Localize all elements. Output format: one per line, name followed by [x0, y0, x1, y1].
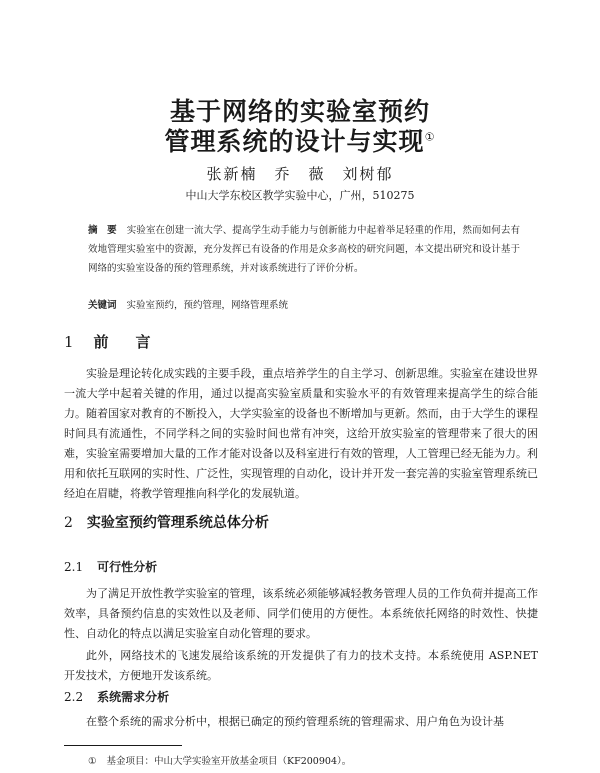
affiliation: 中山大学东校区教学实验中心，广州，510275 [185, 189, 415, 202]
section-2-title: 实验室预约管理系统总体分析 [86, 515, 269, 531]
abstract-label: 摘 要 [88, 225, 117, 236]
paper-title-line2 [0, 122, 600, 158]
abstract [88, 221, 520, 278]
title-footnote-mark[interactable]: ① [424, 130, 436, 144]
section-2-1-title: 可行性分析 [97, 560, 158, 574]
keywords-text: 实验室预约，预约管理，网络管理系统 [126, 300, 289, 311]
section-1-title: 前 言 [93, 333, 157, 351]
section-2-1-paragraph-1: 为了满足开放性教学实验室的管理，该系统必须能够减轻教务管理人员的工作负荷并提高工作效率，具备预约信息的实效性以及老师、同学们使用的方便性。本系统依托网络的时效性、快捷性、自动化的特点以满足实验室自动化管理的要求。 [64, 587, 538, 640]
footnote-mark: ① [88, 756, 97, 767]
section-2-1-paragraph-2: 此外，网络技术的飞速发展给该系统的开发提供了有力的技术支持。本系统使用 ASP.NET 开发技术，方便地开发该系统。 [64, 649, 538, 682]
section-2-2-heading [64, 688, 169, 705]
keywords [88, 296, 520, 315]
section-2-2-paragraph: 在整个系统的需求分析中，根据已确定的预约管理系统的管理需求、用户角色为设计基 [86, 715, 504, 728]
paper-title-line1: 基于网络的实验室预约 [169, 97, 430, 126]
footnote-text: 基金项目：中山大学实验室开放基金项目（KF200904）。 [106, 756, 352, 767]
section-2-1-number: 2.1 [64, 560, 84, 574]
section-2-heading [64, 512, 269, 532]
abstract-text: 实验室在创建一流大学、提高学生动手能力与创新能力中起着举足轻重的作用，然而如何去有效地管理实验室中的资源，充分发挥已有设备的作用是众多高校的研究问题，本文提出研究和设计基于网络的实验室设备的预约管理系统，并对该系统进行了评价分析。 [88, 225, 520, 274]
footnote-divider [64, 745, 182, 746]
section-2-1-heading [64, 558, 157, 575]
section-1-number: 1 [64, 333, 80, 351]
paper-title-line2-text: 管理系统的设计与实现 [164, 127, 425, 156]
keywords-label: 关键词 [88, 300, 117, 311]
footnote [88, 753, 351, 767]
section-1-paragraph: 实验是理论转化成实践的主要手段，重点培养学生的自主学习、创新思维。实验室在建设世界一流大学中起着关键的作用，通过以提高实验室质量和实验水平的有效管理来提高学生的综合能力。随着国家对教育的不断投入，大学实验室的设备也不断增加与更新。然而，由于大学生的课程时间具有流通性，不同学科之间的实验时间也常有冲突，这给开放实验室的管理带来了很大的困难，实验室需要增加大量的工作才能对设备以及科室进行有效的管理，人工管理已经无能为力。利用和依托互联网的实时性、广泛性，实现管理的自动化，设计并开发一套完善的实验室管理系统已经迫在眉睫，将教学管理推向科学化的发展轨道。 [64, 367, 538, 500]
section-1-heading [64, 331, 157, 352]
section-2-number: 2 [64, 515, 73, 531]
section-2-2-title: 系统需求分析 [97, 690, 170, 704]
section-2-2-number: 2.2 [64, 690, 84, 704]
authors: 张新楠 乔 薇 刘树郁 [206, 165, 394, 183]
